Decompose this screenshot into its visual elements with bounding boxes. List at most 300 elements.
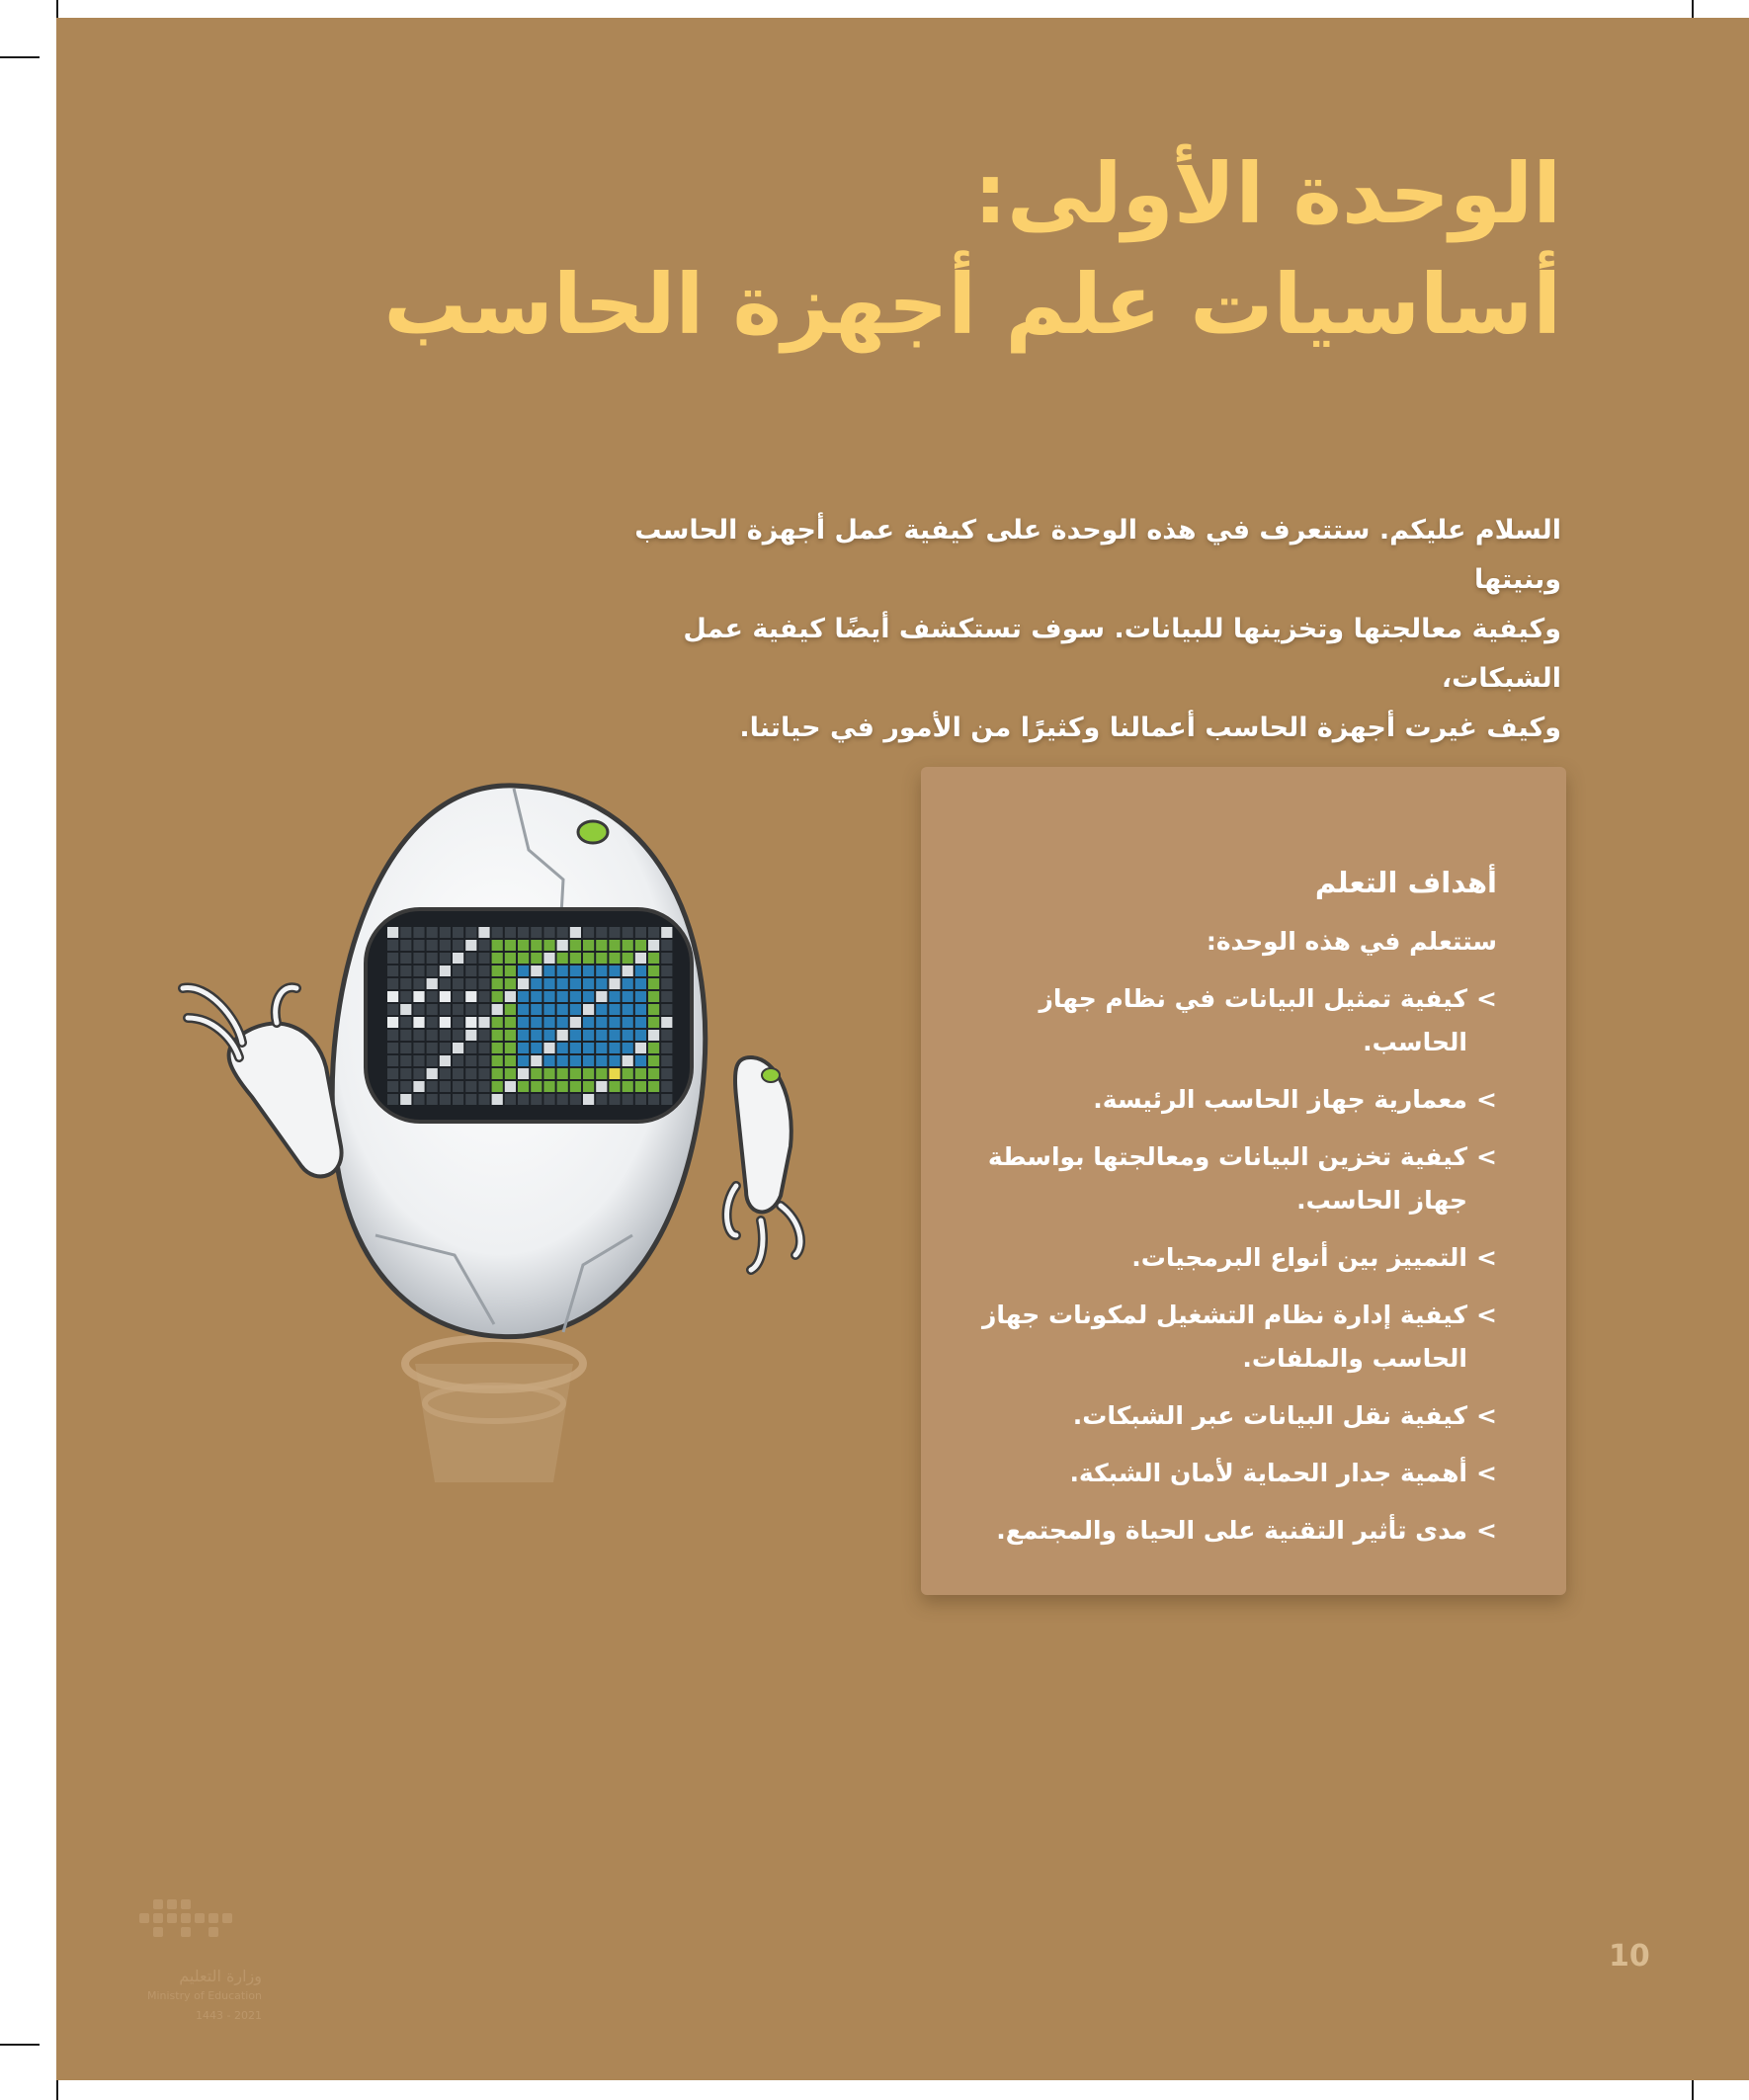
screen-pixel [543,1030,554,1041]
screen-pixel [427,1094,438,1105]
screen-pixel [623,1030,633,1041]
screen-pixel [635,966,646,976]
screen-pixel [492,1094,503,1105]
screen-pixel [478,1081,489,1092]
screen-pixel [427,1068,438,1079]
screen-pixel [505,927,516,938]
screen-pixel [531,1004,541,1015]
screen-pixel [557,1017,568,1028]
screen-pixel [387,1004,398,1015]
screen-pixel [609,978,620,989]
screen-pixel [609,927,620,938]
screen-pixel [505,940,516,951]
screen-pixel [596,1043,607,1053]
screen-pixel [557,1043,568,1053]
screen-pixel [570,966,581,976]
intro-line: وكيف غيرت أجهزة الحاسب أعمالنا وكثيرًا من الأمور في حياتنا. [739,713,1561,743]
screen-pixel [413,1068,424,1079]
bullet-icon: > [1476,1516,1497,1545]
screen-pixel [440,1068,451,1079]
screen-pixel [518,1017,529,1028]
screen-pixel [543,1055,554,1066]
goal-item [963,1078,1497,1122]
screen-pixel [505,1094,516,1105]
screen-pixel [505,966,516,976]
screen-pixel [465,1055,476,1066]
screen-pixel [648,1017,659,1028]
screen-pixel [387,1055,398,1066]
intro-line: السلام عليكم. ستتعرف في هذه الوحدة على كيفية عمل أجهزة الحاسب وبنيتها [634,515,1561,595]
unit-title-line1: الوحدة الأولى: [973,145,1561,242]
screen-pixel [635,1094,646,1105]
screen-pixel [543,927,554,938]
screen-pixel [635,1081,646,1092]
screen-pixel [453,1068,463,1079]
bullet-icon: > [1476,1243,1497,1272]
screen-pixel [453,1081,463,1092]
screen-pixel [543,1017,554,1028]
screen-pixel [557,1094,568,1105]
screen-pixel [413,1055,424,1066]
screen-pixel [661,978,672,989]
screen-pixel [596,1094,607,1105]
screen-pixel [505,1017,516,1028]
learning-goals-box [921,767,1566,1595]
crop-mark [56,2080,58,2100]
screen-pixel [648,1043,659,1053]
screen-pixel [531,940,541,951]
goal-item [963,1236,1497,1280]
screen-pixel [453,1004,463,1015]
screen-pixel [413,978,424,989]
ministry-logo [94,1897,331,2046]
screen-pixel [427,953,438,964]
screen-pixel [440,978,451,989]
screen-pixel [413,940,424,951]
screen-pixel [609,1094,620,1105]
screen-pixel [596,1055,607,1066]
screen-pixel [440,1055,451,1066]
screen-pixel [570,978,581,989]
screen-pixel [440,1004,451,1015]
screen-pixel [427,978,438,989]
goal-text: معمارية جهاز الحاسب الرئيسة. [1093,1085,1467,1114]
screen-pixel [387,1094,398,1105]
screen-pixel [427,1043,438,1053]
screen-pixel [623,1094,633,1105]
screen-pixel [492,940,503,951]
screen-pixel [557,1030,568,1041]
learning-goals-heading: أهداف التعلم [1314,866,1497,899]
screen-pixel [596,1004,607,1015]
screen-pixel [557,978,568,989]
bullet-icon: > [1476,1401,1497,1430]
screen-pixel [478,1030,489,1041]
screen-pixel [453,953,463,964]
screen-pixel [557,966,568,976]
screen-pixel [518,1043,529,1053]
screen-pixel [400,1017,411,1028]
screen-pixel [440,1030,451,1041]
screen-pixel [478,1004,489,1015]
screen-pixel [518,927,529,938]
screen-pixel [583,991,594,1002]
screen-pixel [583,978,594,989]
bullet-icon: > [1476,1085,1497,1114]
screen-pixel [543,940,554,951]
screen-pixel [387,940,398,951]
screen-pixel [596,1017,607,1028]
screen-pixel [387,927,398,938]
screen-pixel [478,1055,489,1066]
screen-pixel [478,991,489,1002]
screen-pixel [478,1068,489,1079]
screen-pixel [413,1043,424,1053]
screen-pixel [453,966,463,976]
screen-pixel [387,966,398,976]
screen-pixel [623,1043,633,1053]
screen-pixel [557,940,568,951]
screen-pixel [609,1017,620,1028]
bullet-icon: > [1476,1301,1497,1329]
screen-pixel [531,927,541,938]
screen-pixel [635,927,646,938]
screen-pixel [478,927,489,938]
screen-pixel [557,927,568,938]
screen-pixel [623,1004,633,1015]
screen-pixel [543,978,554,989]
screen-pixel [427,927,438,938]
screen-pixel [661,991,672,1002]
screen-pixel [557,1081,568,1092]
screen-pixel [387,1068,398,1079]
screen-pixel [427,991,438,1002]
screen-pixel [543,1004,554,1015]
screen-pixel [623,1017,633,1028]
crop-mark [0,2044,40,2046]
bullet-icon: > [1476,1142,1497,1171]
screen-pixel [543,1068,554,1079]
goal-text: كيفية إدارة نظام التشغيل لمكونات جهاز الحاسب والملفات. [982,1301,1467,1373]
screen-pixel [596,978,607,989]
screen-pixel [648,927,659,938]
screen-pixel [583,1030,594,1041]
screen-pixel [596,1068,607,1079]
screen-pixel [570,1017,581,1028]
screen-pixel [518,1081,529,1092]
intro-line: وكيفية معالجتها وتخزينها للبيانات. سوف تستكشف أيضًا كيفية عمل الشبكات، [683,614,1561,694]
screen-pixel [570,991,581,1002]
screen-pixel [557,1068,568,1079]
screen-pixel [465,966,476,976]
screen-pixel [543,991,554,1002]
screen-pixel [623,1068,633,1079]
screen-pixel [570,1030,581,1041]
screen-pixel [596,991,607,1002]
screen-pixel [609,1004,620,1015]
screen-pixel [661,1055,672,1066]
bullet-icon: > [1476,984,1497,1013]
screen-pixel [623,1055,633,1066]
screen-pixel [661,1030,672,1041]
screen-pixel [648,978,659,989]
screen-pixel [505,1004,516,1015]
screen-pixel [440,940,451,951]
screen-pixel [427,940,438,951]
intro-paragraph [593,506,1561,753]
screen-pixel [531,966,541,976]
unit-title [277,138,1561,360]
goal-text: التمييز بين أنواع البرمجيات. [1131,1243,1467,1272]
screen-pixel [453,1030,463,1041]
screen-pixel [400,953,411,964]
screen-pixel [531,953,541,964]
screen-pixel [505,1081,516,1092]
screen-pixel [492,1017,503,1028]
screen-pixel [465,991,476,1002]
screen-pixel [505,991,516,1002]
screen-pixel [609,991,620,1002]
goal-item [963,1135,1497,1222]
screen-pixel [661,927,672,938]
screen-pixel [648,1094,659,1105]
screen-pixel [543,1094,554,1105]
screen-pixel [478,966,489,976]
screen-pixel [570,927,581,938]
screen-pixel [570,1055,581,1066]
screen-pixel [400,1004,411,1015]
screen-pixel [557,1004,568,1015]
screen-pixel [465,1030,476,1041]
screen-pixel [661,966,672,976]
screen-pixel [413,927,424,938]
screen-pixel [518,978,529,989]
screen-pixel [531,978,541,989]
screen-pixel [387,1081,398,1092]
screen-pixel [609,1043,620,1053]
screen-pixel [400,1043,411,1053]
screen-pixel [465,1004,476,1015]
screen-pixel [478,940,489,951]
screen-pixel [635,978,646,989]
screen-pixel [492,1043,503,1053]
screen-pixel [453,978,463,989]
screen-pixel [570,1081,581,1092]
screen-pixel [570,1043,581,1053]
screen-pixel [661,1004,672,1015]
screen-pixel [465,978,476,989]
screen-pixel [505,953,516,964]
bullet-icon: > [1476,1459,1497,1487]
screen-pixel [478,1017,489,1028]
screen-pixel [465,940,476,951]
screen-pixel [440,991,451,1002]
screen-pixel [400,1030,411,1041]
screen-pixel [400,1094,411,1105]
screen-pixel [465,1017,476,1028]
screen-pixel [387,991,398,1002]
screen-pixel [531,1043,541,1053]
screen-pixel [492,1068,503,1079]
screen-pixel [400,940,411,951]
screen-pixel [453,1094,463,1105]
screen-pixel [505,1068,516,1079]
unit-title-line2: أساسيات علم أجهزة الحاسب [383,256,1561,353]
screen-pixel [635,1030,646,1041]
screen-pixel [440,953,451,964]
screen-pixel [465,1043,476,1053]
screen-pixel [400,927,411,938]
screen-pixel [413,1017,424,1028]
screen-pixel [648,953,659,964]
screen-pixel [505,1030,516,1041]
goal-item [963,1452,1497,1495]
screen-pixel [609,1055,620,1066]
screen-pixel [648,1055,659,1066]
screen-pixel [543,966,554,976]
screen-pixel [531,1055,541,1066]
screen-pixel [623,991,633,1002]
screen-pixel [478,953,489,964]
screen-pixel [623,966,633,976]
goal-text: كيفية تمثيل البيانات في نظام جهاز الحاسب. [1039,984,1467,1056]
screen-pixel [518,966,529,976]
screen-pixel [635,940,646,951]
screen-pixel [583,1068,594,1079]
screen-pixel [583,1043,594,1053]
screen-pixel [492,1004,503,1015]
screen-pixel [596,927,607,938]
screen-pixel [531,1030,541,1041]
screen-pixel [531,1017,541,1028]
screen-pixel [557,953,568,964]
screen-pixel [518,940,529,951]
screen-pixel [661,1043,672,1053]
screen-pixel [387,978,398,989]
screen-pixel [492,991,503,1002]
screen-pixel [583,927,594,938]
screen-pixel [400,966,411,976]
screen-pixel [413,1094,424,1105]
crop-mark [1692,0,1694,18]
screen-pixel [570,1004,581,1015]
screen-pixel [543,1081,554,1092]
screen-pixel [557,1055,568,1066]
goal-text: أهمية جدار الحماية لأمان الشبكة. [1069,1459,1467,1487]
screen-pixel [427,966,438,976]
crop-mark [1692,2080,1694,2100]
screen-pixel [635,1017,646,1028]
screen-pixel [531,991,541,1002]
screen-pixel [518,1004,529,1015]
screen-pixel [596,966,607,976]
screen-pixel [609,953,620,964]
screen-pixel [400,991,411,1002]
screen-pixel [440,1094,451,1105]
screen-pixel [596,1030,607,1041]
screen-pixel [531,1081,541,1092]
screen-pixel [570,953,581,964]
screen-pixel [453,1017,463,1028]
screen-pixel [635,1043,646,1053]
screen-pixel [596,940,607,951]
learning-goals-subheading: ستتعلم في هذه الوحدة: [1206,927,1497,956]
screen-pixel [570,1068,581,1079]
screen-pixel [609,1068,620,1079]
screen-pixel [453,927,463,938]
screen-pixel [492,927,503,938]
crop-mark [0,56,40,58]
goal-item [963,1394,1497,1438]
screen-pixel [583,966,594,976]
screen-pixel [583,1055,594,1066]
screen-pixel [661,1068,672,1079]
screen-pixel [465,1068,476,1079]
screen-pixel [661,940,672,951]
screen-pixel [623,953,633,964]
screen-pixel [465,1081,476,1092]
screen-pixel [387,953,398,964]
screen-pixel [413,953,424,964]
screen-pixel [413,966,424,976]
screen-pixel [440,1043,451,1053]
screen-pixel [596,1081,607,1092]
screen-pixel [648,1068,659,1079]
screen-pixel [518,1068,529,1079]
screen-pixel [413,1030,424,1041]
screen-pixel [387,1030,398,1041]
screen-pixel [492,1030,503,1041]
page-number: 10 [1609,1939,1650,1974]
ministry-logo-line: 2021 - 1443 [196,2009,262,2022]
ministry-logo-line: Ministry of Education [146,1989,262,2002]
screen-pixel [661,1081,672,1092]
goal-item [963,1509,1497,1553]
screen-pixel [453,1043,463,1053]
screen-pixel [440,1017,451,1028]
screen-pixel [609,940,620,951]
screen-pixel [492,978,503,989]
screen-pixel [661,1094,672,1105]
screen-pixel [557,991,568,1002]
screen-pixel [387,1017,398,1028]
screen-pixel [478,1043,489,1053]
screen-pixel [623,1081,633,1092]
goal-item [963,977,1497,1064]
screen-pixel [543,1043,554,1053]
screen-pixel [518,1094,529,1105]
screen-pixel [427,1017,438,1028]
screen-pixel [465,953,476,964]
screen-pixel [387,1043,398,1053]
screen-pixel [583,1004,594,1015]
screen-pixel [635,991,646,1002]
goal-text: كيفية تخزين البيانات ومعالجتها بواسطة جهاز الحاسب. [987,1142,1467,1215]
screen-pixel [623,978,633,989]
ministry-logo-line: وزارة التعليم [179,1967,262,1985]
learning-goals-content [963,866,1497,1566]
screen-pixel [505,1043,516,1053]
screen-pixel [400,978,411,989]
screen-pixel [648,1004,659,1015]
screen-pixel [648,1081,659,1092]
ministry-logo-mark-icon [94,1897,242,1952]
crop-mark [56,0,58,18]
screen-pixel [413,1004,424,1015]
robot-illustration [168,771,860,1502]
screen-pixel [661,1017,672,1028]
screen-pixel [635,1068,646,1079]
